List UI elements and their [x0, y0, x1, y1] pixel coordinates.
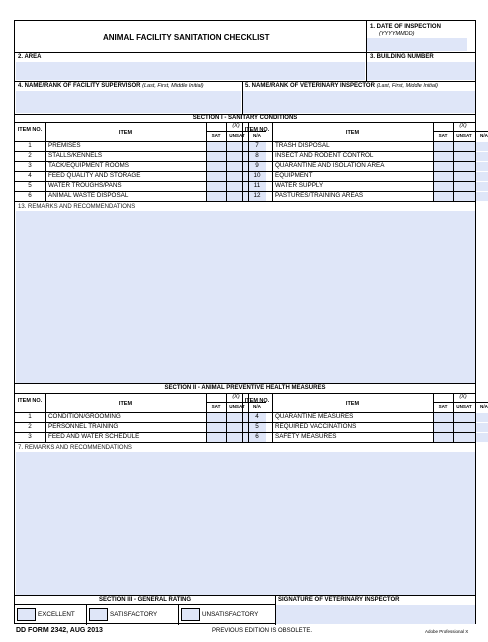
sat-checkbox[interactable]: [434, 423, 453, 432]
sat-checkbox[interactable]: [207, 433, 226, 442]
sat-checkbox[interactable]: [434, 192, 453, 201]
item-label: TACK/EQUIPMENT ROOMS: [48, 162, 129, 169]
satisfactory-checkbox[interactable]: [89, 608, 108, 621]
na-checkbox[interactable]: [476, 172, 488, 181]
item-label: QUARANTINE AND ISOLATION AREA: [275, 162, 385, 169]
supervisor-field[interactable]: [16, 91, 241, 113]
item-number: 4: [28, 172, 32, 179]
date-format-hint: (YYYYMMDD): [379, 31, 415, 37]
item-number: 1: [28, 142, 32, 149]
na-checkbox[interactable]: [476, 413, 488, 422]
item-header: ITEM: [345, 401, 360, 407]
grid-line: [242, 393, 243, 442]
x-header: (X): [232, 394, 240, 400]
remarks-13-field[interactable]: [16, 211, 475, 383]
unsat-checkbox[interactable]: [454, 172, 475, 181]
item-number: 8: [255, 152, 259, 159]
grid-line: [242, 122, 243, 201]
item-label: INSECT AND RODENT CONTROL: [275, 152, 374, 159]
area-label: 2. AREA: [18, 54, 42, 60]
form-id: DD FORM 2342, AUG 2013: [16, 627, 103, 634]
na-header: N/A: [480, 404, 488, 409]
na-checkbox[interactable]: [476, 192, 488, 201]
item-no-header: ITEM NO.: [244, 398, 270, 404]
supervisor-label: 4. NAME/RANK OF FACILITY SUPERVISOR (Last, First, Middle Initial): [18, 83, 204, 89]
edition-note: PREVIOUS EDITION IS OBSOLETE.: [212, 628, 313, 634]
item-no-header: ITEM NO.: [17, 127, 43, 133]
unsat-header: UNSAT: [456, 404, 472, 409]
section-3-title: SECTION III - GENERAL RATING: [98, 597, 192, 603]
item-label: WATER TROUGHS/PANS: [48, 182, 122, 189]
sat-checkbox[interactable]: [434, 142, 453, 151]
item-header: ITEM: [118, 130, 133, 136]
item-number: 11: [253, 182, 261, 189]
item-label: PERSONNEL TRAINING: [48, 423, 119, 430]
item-label: CONDITION/GROOMING: [48, 413, 121, 420]
grid-line: [45, 393, 46, 442]
unsat-checkbox[interactable]: [454, 162, 475, 171]
na-header: N/A: [253, 404, 261, 409]
grid-line: [242, 201, 475, 202]
item-header: ITEM: [345, 130, 360, 136]
grid-line: [433, 402, 488, 403]
sat-header: SAT: [211, 133, 221, 138]
unsatisfactory-label: UNSATISFACTORY: [202, 611, 259, 618]
divider: [15, 81, 475, 82]
sat-checkbox[interactable]: [434, 152, 453, 161]
sat-checkbox[interactable]: [207, 152, 226, 161]
na-checkbox[interactable]: [476, 152, 488, 161]
item-label: FEED AND WATER SCHEDULE: [48, 433, 140, 440]
grid-line: [272, 393, 273, 442]
sat-checkbox[interactable]: [207, 162, 226, 171]
item-number: 2: [28, 152, 32, 159]
sat-checkbox[interactable]: [207, 192, 226, 201]
item-number: 2: [28, 423, 32, 430]
date-of-inspection-field[interactable]: [367, 38, 467, 51]
sat-header: SAT: [438, 404, 448, 409]
building-number-label: 3. BUILDING NUMBER: [370, 54, 434, 60]
sat-checkbox[interactable]: [207, 172, 226, 181]
sat-checkbox[interactable]: [207, 423, 226, 432]
item-label: REQUIRED VACCINATIONS: [275, 423, 357, 430]
grid-line: [433, 131, 488, 132]
sat-header: SAT: [211, 404, 221, 409]
checklist-form: [14, 20, 488, 624]
unsat-header: UNSAT: [456, 133, 472, 138]
item-number: 6: [255, 433, 259, 440]
excellent-label: EXCELLENT: [38, 611, 75, 618]
satisfactory-label: SATISFACTORY: [110, 611, 158, 618]
unsat-checkbox[interactable]: [454, 192, 475, 201]
remarks-13-label: 13. REMARKS AND RECOMMENDATIONS: [18, 204, 136, 210]
sat-checkbox[interactable]: [207, 182, 226, 191]
grid-line: [242, 442, 475, 443]
grid-line: [15, 201, 242, 202]
item-label: EQUIPMENT: [275, 172, 313, 179]
item-number: 6: [28, 192, 32, 199]
signature-field[interactable]: [276, 605, 475, 624]
na-checkbox[interactable]: [476, 162, 488, 171]
item-header: ITEM: [118, 401, 133, 407]
software-note: Adobe Professional X: [425, 629, 469, 634]
item-label: WATER SUPPLY: [275, 182, 324, 189]
building-number-field[interactable]: [367, 62, 475, 80]
x-header: (X): [459, 123, 467, 129]
item-label: ANIMAL WASTE DISPOSAL: [48, 192, 129, 199]
item-number: 10: [253, 172, 261, 179]
item-number: 9: [255, 162, 259, 169]
item-label: PASTURES/TRAINING AREAS: [275, 192, 364, 199]
date-of-inspection-label: 1. DATE OF INSPECTION: [370, 24, 441, 30]
sat-checkbox[interactable]: [434, 162, 453, 171]
x-header: (X): [232, 123, 240, 129]
unsat-checkbox[interactable]: [454, 413, 475, 422]
item-number: 3: [28, 433, 32, 440]
na-checkbox[interactable]: [476, 423, 488, 432]
unsat-header: UNSAT: [229, 404, 245, 409]
item-number: 4: [255, 413, 259, 420]
unsat-checkbox[interactable]: [454, 433, 475, 442]
na-header: N/A: [480, 133, 488, 138]
sat-checkbox[interactable]: [434, 433, 453, 442]
item-no-header: ITEM NO.: [17, 398, 43, 404]
na-checkbox[interactable]: [476, 142, 488, 151]
item-number: 7: [255, 142, 259, 149]
unsat-checkbox[interactable]: [454, 182, 475, 191]
item-label: TRASH DISPOSAL: [275, 142, 330, 149]
item-label: QUARANTINE MEASURES: [275, 413, 354, 420]
item-label: FEED QUALITY AND STORAGE: [48, 172, 141, 179]
item-number: 12: [253, 192, 261, 199]
x-header: (X): [459, 394, 467, 400]
unsat-checkbox[interactable]: [454, 142, 475, 151]
item-number: 3: [28, 162, 32, 169]
item-label: STALLS/KENNELS: [48, 152, 103, 159]
section-1-title: SECTION I - SANITARY CONDITIONS: [192, 115, 298, 121]
divider: [15, 52, 475, 53]
sat-checkbox[interactable]: [207, 413, 226, 422]
area-field[interactable]: [16, 62, 365, 80]
section-2-title: SECTION II - ANIMAL PREVENTIVE HEALTH MEASURES: [164, 385, 326, 391]
na-checkbox[interactable]: [476, 182, 488, 191]
unsat-checkbox[interactable]: [454, 152, 475, 161]
item-number: 5: [255, 423, 259, 430]
form-title: ANIMAL FACILITY SANITATION CHECKLIST: [103, 33, 270, 42]
item-no-header: ITEM NO.: [244, 127, 270, 133]
sat-checkbox[interactable]: [207, 142, 226, 151]
sat-header: SAT: [438, 133, 448, 138]
unsat-header: UNSAT: [229, 133, 245, 138]
excellent-checkbox[interactable]: [17, 608, 36, 621]
sat-checkbox[interactable]: [434, 413, 453, 422]
sat-checkbox[interactable]: [434, 182, 453, 191]
remarks-7-label: 7. REMARKS AND RECOMMENDATIONS: [18, 445, 132, 451]
item-number: 1: [28, 413, 32, 420]
item-label: PREMISES: [48, 142, 81, 149]
unsatisfactory-checkbox[interactable]: [181, 608, 200, 621]
unsat-checkbox[interactable]: [454, 423, 475, 432]
inspector-label: 5. NAME/RANK OF VETERINARY INSPECTOR (Last, First, Middle Initial): [245, 83, 439, 89]
na-header: N/A: [253, 133, 261, 138]
item-number: 5: [28, 182, 32, 189]
inspector-field[interactable]: [243, 91, 475, 113]
item-label: SAFETY MEASURES: [275, 433, 337, 440]
na-checkbox[interactable]: [476, 433, 488, 442]
signature-label: SIGNATURE OF VETERINARY INSPECTOR: [278, 597, 400, 603]
grid-line: [15, 442, 242, 443]
sat-checkbox[interactable]: [434, 172, 453, 181]
remarks-7-field[interactable]: [16, 452, 475, 595]
